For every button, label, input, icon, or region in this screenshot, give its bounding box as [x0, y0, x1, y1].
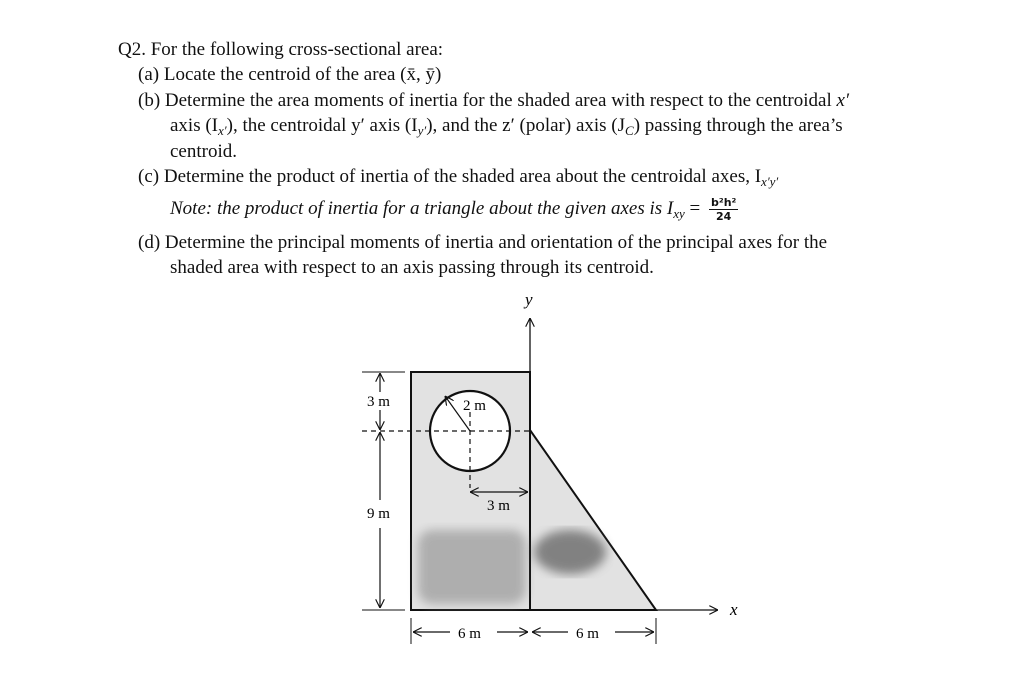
part-a-label: (a)	[138, 64, 160, 85]
smudge-right	[534, 530, 606, 574]
part-b-sub-x: x′	[218, 123, 227, 138]
part-c-text: Determine the product of inertia of the shaded area about the centroidal axes, I	[163, 166, 762, 187]
fraction-numerator: b²h²	[711, 196, 737, 209]
fraction-denominator: 24	[716, 210, 732, 223]
shaded-triangle	[530, 430, 656, 610]
part-b-xprime: x′	[836, 90, 850, 111]
dim-3m-left-label: 3 m	[367, 394, 390, 410]
y-axis-label: y	[525, 290, 533, 309]
radius-label: 2 m	[463, 398, 486, 414]
dim-6m-right-label: 6 m	[576, 626, 599, 642]
part-b-text2a: axis (I	[170, 115, 219, 136]
part-b-text2d: ) passing through the area’s	[633, 115, 843, 136]
part-c-note-text: Note: the product of inertia for a triangle about the given axes is I	[170, 197, 674, 219]
part-d-label: (d)	[138, 232, 161, 253]
part-b-label: (b)	[138, 90, 161, 111]
part-b-text3: centroid.	[170, 141, 238, 162]
part-c-sub: x′y′	[761, 174, 779, 189]
x-axis-label: x	[730, 600, 738, 619]
question-intro: For the following cross-sectional area:	[150, 39, 444, 60]
part-b-sub-c: C	[625, 123, 634, 138]
part-d-text2: shaded area with respect to an axis passing through its centroid.	[170, 257, 654, 278]
smudge-left	[418, 530, 526, 604]
dim-9m-left-label: 9 m	[367, 506, 390, 522]
part-b-text2c: ), and the z′ (polar) axis (J	[426, 115, 626, 136]
part-b-text1: Determine the area moments of inertia for the shaded area with respect to the centroidal	[164, 90, 832, 111]
part-c-note-sub: xy	[673, 205, 685, 221]
part-a-text: Locate the centroid of the area (x̄, ȳ)	[163, 64, 442, 85]
part-d-text1: Determine the principal moments of inertia and orientation of the principal axes for the	[164, 232, 828, 253]
part-b-text2b: ), the centroidal y′ axis (I	[226, 115, 418, 136]
part-c-label: (c)	[138, 166, 160, 187]
part-b-sub-y: y′	[417, 123, 427, 138]
part-c-note-eq: =	[684, 197, 706, 219]
center-offset-label: 3 m	[487, 498, 510, 514]
dim-6m-left-label: 6 m	[458, 626, 481, 642]
question-number: Q2.	[118, 39, 146, 60]
